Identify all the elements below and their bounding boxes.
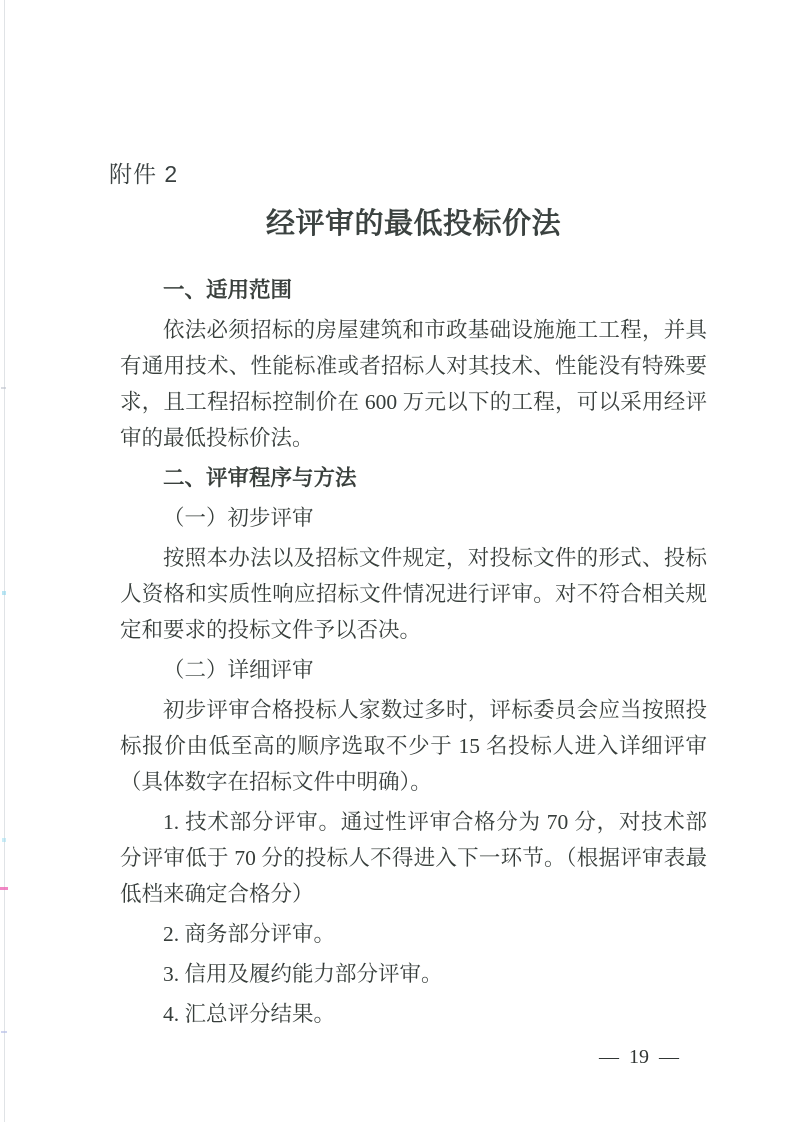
- page-number: — 19 —: [599, 1046, 679, 1068]
- section-heading-procedure: 二、评审程序与方法: [163, 466, 357, 490]
- numbered-item-technical-review: 1. 技术部分评审。通过性评审合格分为 70 分，对技术部分评审低于 70 分的投标人不得进入下一环节。（根据评审表最低档来确定合格分）: [120, 810, 707, 906]
- subsection-heading-preliminary-review: （一）初步评审: [163, 506, 314, 530]
- scan-edge-line: [4, 0, 5, 1122]
- numbered-item-score-summary: 4. 汇总评分结果。: [163, 1002, 336, 1026]
- scan-artifact-gray-tick: [1, 387, 6, 389]
- scan-artifact-cyan-tick-1: [2, 591, 6, 595]
- section-heading-scope: 一、适用范围: [163, 278, 293, 302]
- paragraph-preliminary-review: 按照本办法以及招标文件规定，对投标文件的形式、投标人资格和实质性响应招标文件情况进行评审。对不符合相关规定和要求的投标文件予以否决。: [120, 546, 707, 642]
- scan-artifact-lavender-tick: [1, 1031, 7, 1033]
- document-body: [120, 272, 707, 1032]
- scan-artifact-pink-tick: [0, 887, 8, 890]
- subsection-heading-detailed-review: （二）详细评审: [163, 658, 314, 682]
- scan-artifact-cyan-tick-2: [2, 838, 6, 842]
- paragraph-scope: 依法必须招标的房屋建筑和市政基础设施施工工程，并具有通用技术、性能标准或者招标人对其技术、性能没有特殊要求，且工程招标控制价在 600 万元以下的工程，可以采用经评审的最低投标价法。: [120, 318, 707, 450]
- numbered-item-commercial-review: 2. 商务部分评审。: [163, 922, 336, 946]
- paragraph-detailed-review: 初步评审合格投标人家数过多时，评标委员会应当按照投标报价由低至高的顺序选取不少于 15 名投标人进入详细评审（具体数字在招标文件中明确）。: [120, 698, 707, 794]
- numbered-item-credit-review: 3. 信用及履约能力部分评审。: [163, 962, 443, 986]
- document-title: 经评审的最低投标价法: [265, 208, 561, 240]
- attachment-label: 附件 2: [109, 161, 179, 187]
